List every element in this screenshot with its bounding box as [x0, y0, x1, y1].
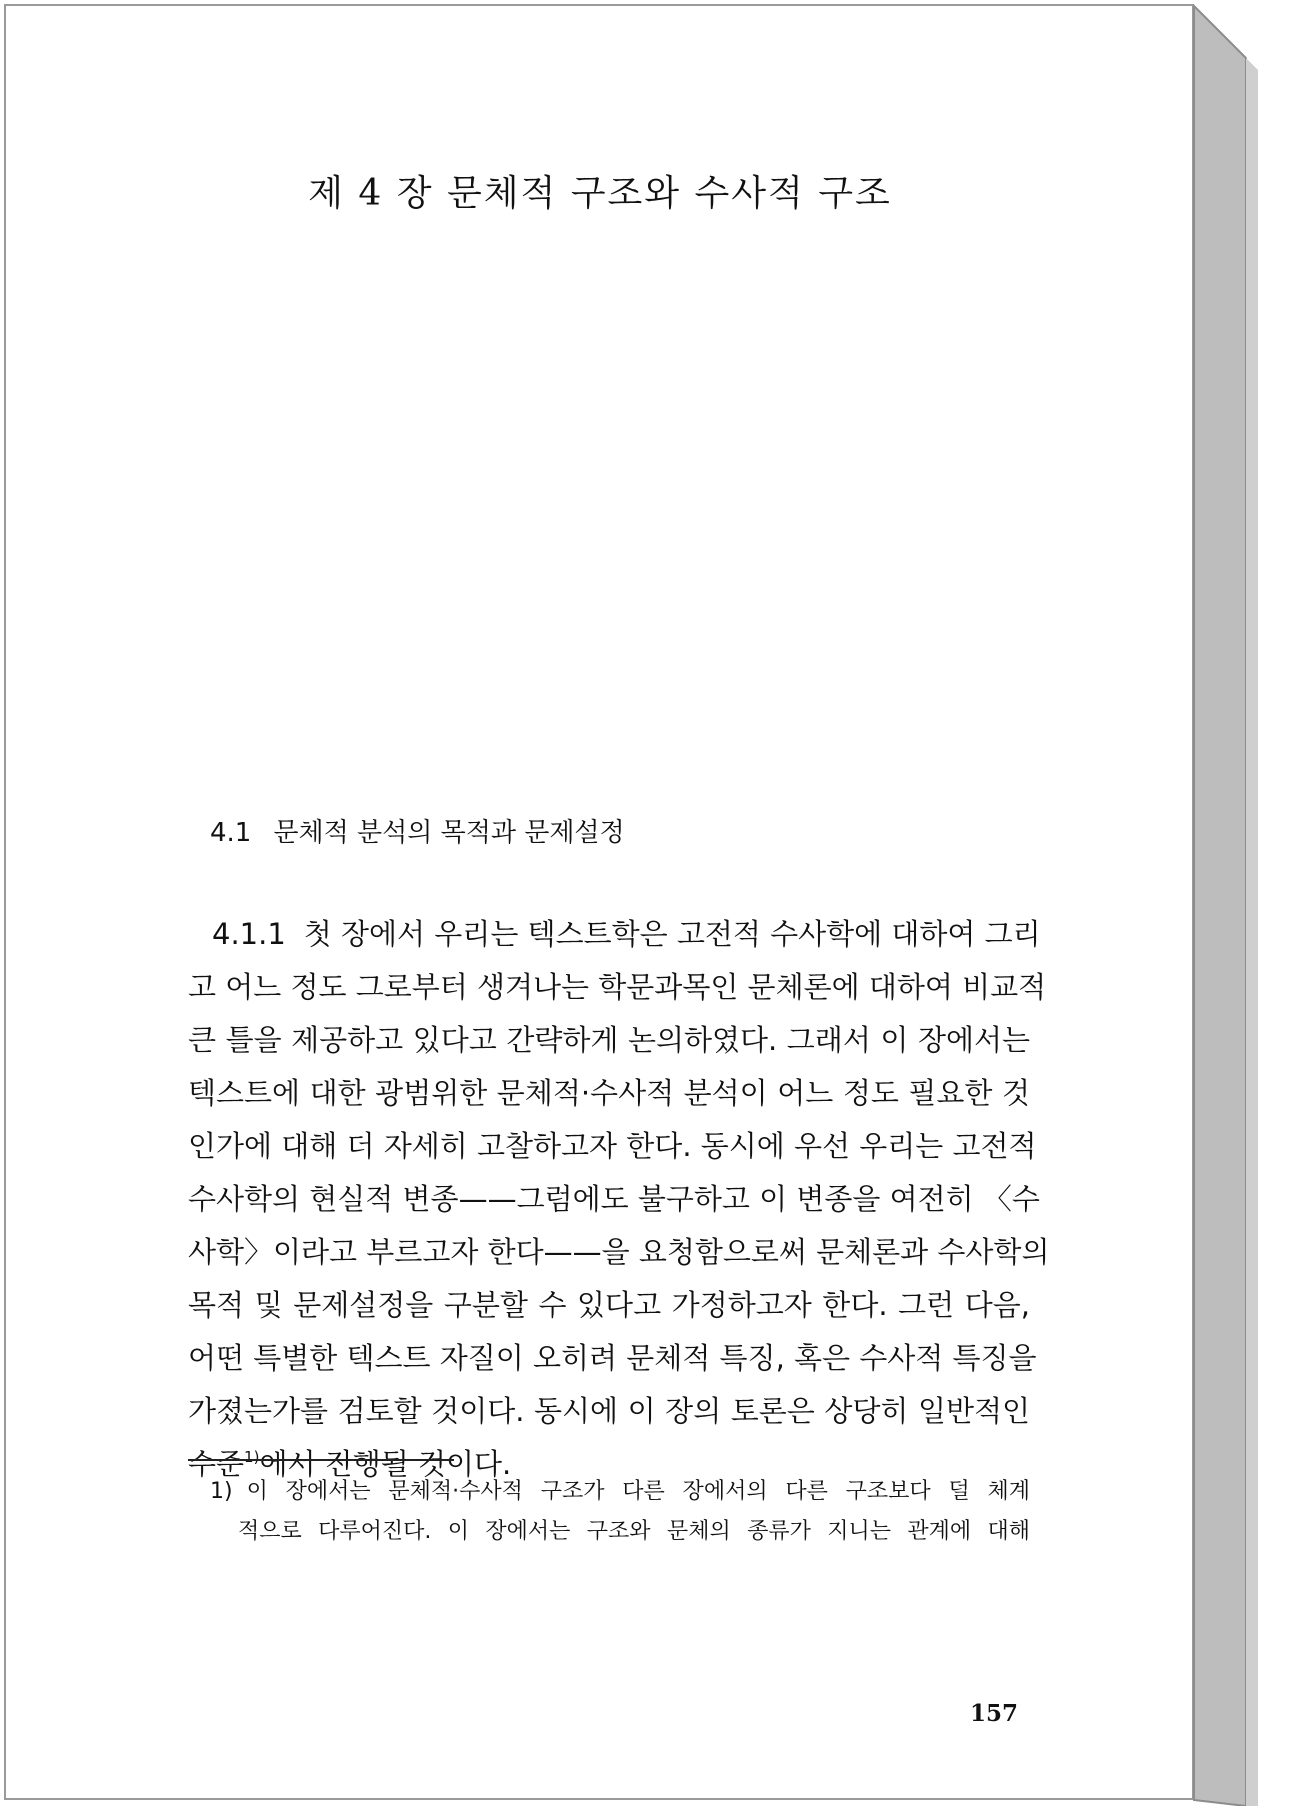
page-number: 157 — [969, 1700, 1018, 1727]
paragraph-line: 고 어느 정도 그로부터 생겨나는 학문과목인 문체론에 대하여 비교적 — [188, 970, 1047, 1004]
chapter-title: 제 4 장 문체적 구조와 수사적 구조 — [308, 173, 892, 214]
section-heading — [210, 812, 625, 849]
paragraph-4-1-1 — [188, 908, 1050, 1491]
paragraph-line: 인가에 대해 더 자세히 고찰하고자 한다. 동시에 우선 우리는 고전적 — [188, 1129, 1037, 1163]
footnote-separator — [188, 1459, 454, 1461]
footnote-reference[interactable]: 1) — [244, 1448, 260, 1466]
paragraph-line: 4.1.1 첫 장에서 우리는 텍스트학은 고전적 수사학에 대하여 그리 — [212, 917, 1041, 951]
paragraph-line: 큰 틀을 제공하고 있다고 간략하게 논의하였다. 그래서 이 장에서는 — [188, 1023, 1030, 1057]
paragraph-line: 어떤 특별한 텍스트 자질이 오히려 문체적 특징, 혹은 수사적 특징을 — [188, 1341, 1037, 1375]
paragraph-line: 수사학의 현실적 변종——그럼에도 불구하고 이 변종을 여전히 〈수 — [188, 1182, 1040, 1216]
paragraph-line: 사학〉이라고 부르고자 한다——을 요청함으로써 문체론과 수사학의 — [188, 1235, 1050, 1269]
paragraph-line: 가졌는가를 검토할 것이다. 동시에 이 장의 토론은 상당히 일반적인 — [188, 1394, 1030, 1428]
paragraph-line: 텍스트에 대한 광범위한 문체적·수사적 분석이 어느 정도 필요한 것 — [188, 1076, 1030, 1110]
footnote-line: 1) 이 장에서는 문체적·수사적 구조가 다른 장에서의 다른 구조보다 덜 체계 — [210, 1479, 1030, 1504]
footnote-number: 1) — [210, 1479, 233, 1504]
section-number: 4.1 — [210, 818, 252, 848]
paragraph-line: 수준$^{1)}$에서 진행될 것이다. — [188, 1447, 512, 1481]
footnote — [210, 1472, 1030, 1552]
section-title: 문체적 분석의 목적과 문제설정 — [273, 818, 625, 848]
paragraph-line: 목적 및 문제설정을 구분할 수 있다고 가정하고자 한다. 그런 다음, — [188, 1288, 1030, 1322]
paragraph-number: 4.1.1 — [212, 917, 286, 951]
footnote-line: 적으로 다루어진다. 이 장에서는 구조와 문체의 종류가 지니는 관계에 대해 — [238, 1519, 1030, 1544]
